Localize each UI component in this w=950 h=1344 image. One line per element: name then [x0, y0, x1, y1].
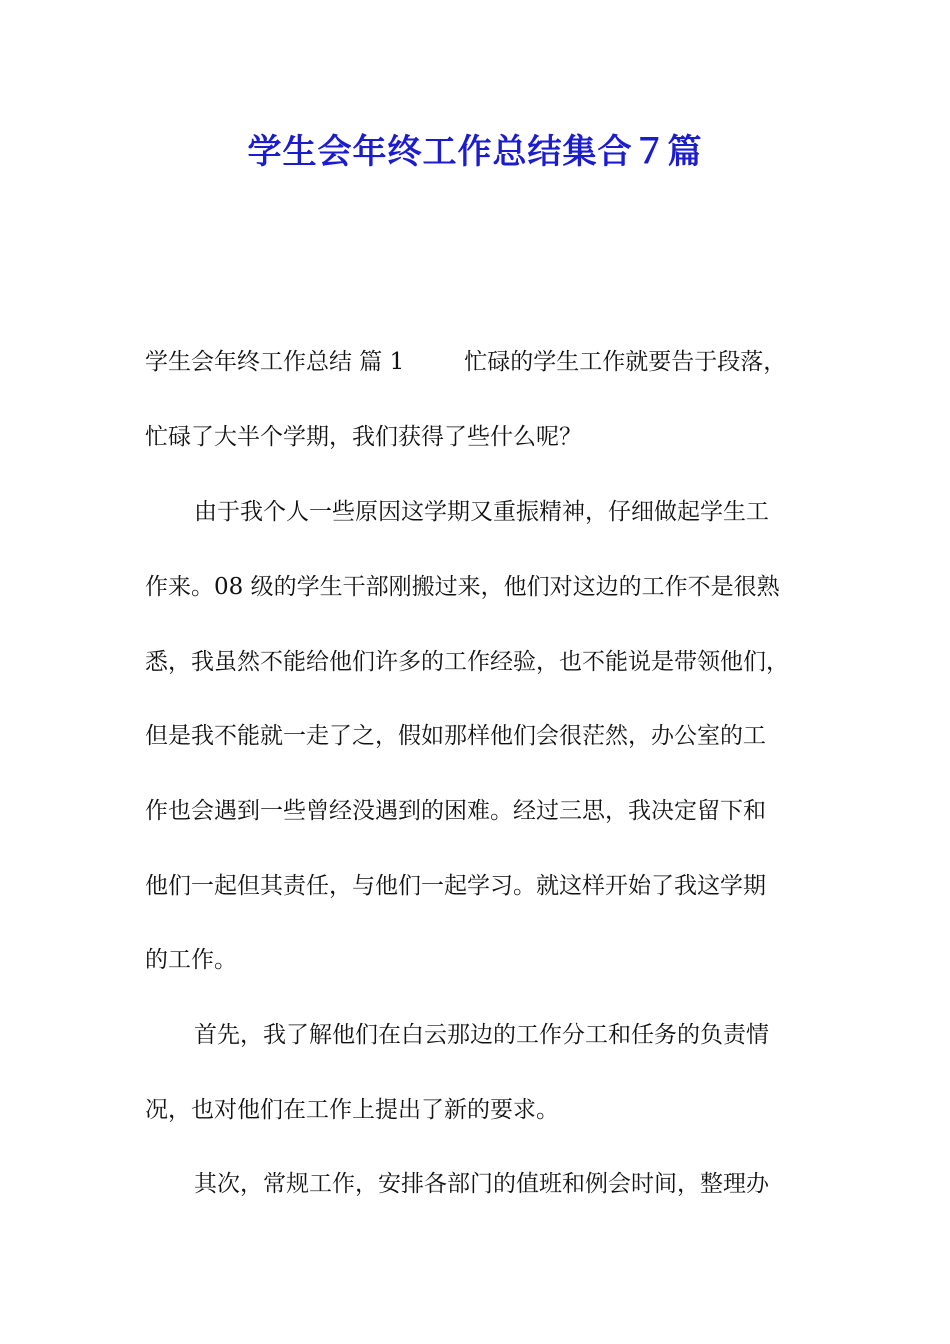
- paragraph-line-9: 的工作。: [145, 947, 237, 973]
- paragraph-line-12: 其次，常规工作，安排各部门的值班和例会时间，整理办: [194, 1171, 769, 1197]
- paragraph-line-3: 由于我个人一些原因这学期又重振精神，仔细做起学生工: [194, 499, 769, 525]
- section-heading: 学生会年终工作总结 篇 1: [145, 349, 405, 375]
- paragraph-line-4: 作来。08 级的学生干部刚搬过来，他们对这边的工作不是很熟: [145, 574, 780, 600]
- document-title: 学生会年终工作总结集合７篇: [247, 132, 703, 172]
- paragraph-line-10: 首先，我了解他们在白云那边的工作分工和任务的负责情: [194, 1022, 769, 1048]
- paragraph-line-2: 忙碌了大半个学期，我们获得了些什么呢？: [145, 424, 582, 450]
- paragraph-line-8: 他们一起但其责任，与他们一起学习。就这样开始了我这学期: [145, 873, 766, 899]
- paragraph-line-6: 但是我不能就一走了之，假如那样他们会很茫然，办公室的工: [145, 723, 766, 749]
- paragraph-line-11: 况，也对他们在工作上提出了新的要求。: [145, 1097, 559, 1123]
- paragraph-line-1: [145, 344, 825, 380]
- section-first-sentence: 忙碌的学生工作就要告于段落，: [464, 349, 787, 375]
- paragraph-line-5: 悉，我虽然不能给他们许多的工作经验，也不能说是带领他们，: [145, 649, 789, 675]
- paragraph-line-7: 作也会遇到一些曾经没遇到的困难。经过三思，我决定留下和: [145, 798, 766, 824]
